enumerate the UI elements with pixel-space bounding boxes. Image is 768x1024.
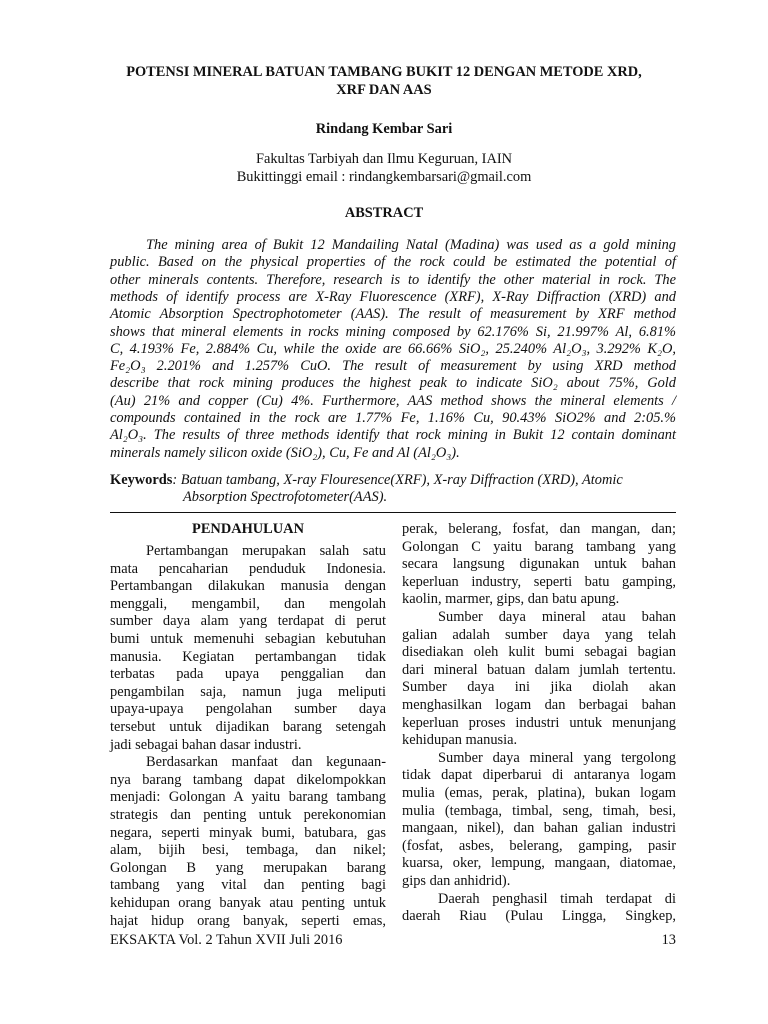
body-text-line: bumi untuk memenuhi sebagian kebutuhan [110,631,386,647]
keywords-list: : Batuan tambang, X-ray Flouresence(XRF), X-ray Diffraction (XRD), Atomic [172,472,623,488]
abstract-line: methods of identify process are X-Ray Fluorescence (XRF), X-Ray Diffraction (XRD) and [110,288,676,305]
body-text-line: Sumber daya mineral atau bahan [438,609,676,625]
abstract-heading: ABSTRACT [344,205,424,221]
body-text-line: Sumber daya ini jika diolah akan [402,679,676,696]
abstract-line: public. Based on the physical properties of the rock could be estimated the potential of [110,254,676,271]
body-text-line: keperluan industry, seperti batu gamping, [402,573,676,590]
body-text-line: disediakan oleh kulit bumi sebagai bagian [402,644,676,661]
body-text-line: hajat hidup orang banyak, seperti emas, [110,912,386,929]
abstract-line: shows that mineral elements in rocks mining composed by 62.176% Si, 21.997% Al, 6.81% [110,323,676,340]
body-text-line: terbatas pada upaya penggalian dan [110,666,386,683]
paper-title-line-1: POTENSI MINERAL BATUAN TAMBANG BUKIT 12 DENGAN METODE XRD, [126,64,642,80]
body-text-line: galian adalah sumber daya yang telah [402,626,676,643]
section-heading-pendahuluan: PENDAHULUAN [192,521,304,537]
abstract-line: C, 4.193% Fe, 2.884% Cu, while the oxide are 66.66% SiO₂, 25.240% Al₂O₃, 3.292% K₂O, [110,340,676,357]
affiliation-line-1: Fakultas Tarbiyah dan Ilmu Keguruan, IAIN [255,151,513,167]
abstract-line: describe that rock mining produces the highest peak to indicate SiO₂ about 75%, Gold [110,375,676,392]
body-text-line: tidak dapat diperbarui di antaranya logam [402,767,676,784]
body-text-line: jadi sebagai bahan dasar industri. [110,736,302,753]
keywords-label: Keywords [110,472,173,488]
body-text-line: nya barang tambang dapat dikelompokkan [110,771,386,788]
body-text-line: Golongan C yaitu barang tambang yang [402,538,676,555]
body-text-line: menggali, mengambil, dan mengolah [110,595,386,612]
affiliation-line-2: Bukittinggi email : rindangkembarsari@gmail.com [236,169,532,185]
abstract-line: (Au) 21% and copper (Cu) 4%. Furthermore, AAS method shows the mineral elements / [110,392,676,409]
body-text-line: kuarsa, oker, lempung, mangaan, diatomae, [402,855,676,872]
body-text-line: upaya-upaya pengolahan sumber daya [110,701,386,718]
body-text-line: perak, belerang, fosfat, dan mangan, dan; [402,521,676,537]
body-text-line: secara langsung digunakan untuk bahan [402,556,676,573]
body-text-line: menjadi: Golongan A yaitu barang tambang [110,789,386,806]
section-divider [110,512,676,513]
abstract-line: compounds contained in the rock are 1.77% Fe, 1.16% Cu, 90.43% SiO2% and 2:05.% [110,410,676,426]
page-number: 13 [661,932,676,948]
body-text-line: (fosfat, asbes, belerang, gamping, pasir [402,837,676,854]
journal-citation: EKSAKTA Vol. 2 Tahun XVII Juli 2016 [110,932,343,948]
keywords-line-2: Absorption Spectrofotometer(AAS). [183,489,388,505]
body-text-line: mulia (tembaga, timbal, seng, timah, besi, [402,802,676,819]
abstract-line: other minerals contents. Therefore, research is to identify the other material in rock. The [110,271,676,288]
body-text-line: gips dan anhidrid). [402,873,511,889]
body-text-line: mulia (emas, perak, platina), bukan logam [402,785,676,801]
body-text-line: Berdasarkan manfaat dan kegunaan- [146,754,386,771]
body-text-line: negara, seperti minyak bumi, batubara, gas [110,824,386,841]
body-text-line: manusia. Kegiatan pertambangan tidak [110,648,386,665]
abstract-line: Fe₂O₃ 2.201% and 1.257% CuO. The result of measurement by using XRD method [110,358,676,375]
body-text-line: mangaan, nikel), dan bahan galian industri [402,820,676,837]
body-text-line: pengambilan saja, namun juga meliputi [110,683,386,700]
abstract-line: The mining area of Bukit 12 Mandailing Natal (Madina) was used as a gold mining [146,237,676,253]
body-text-line: kehidupan manusia. [402,732,518,749]
body-text-line: kehidupan orang banyak atau penting untuk [110,895,386,911]
body-text-line: Daerah penghasil timah terdapat di [438,890,676,907]
body-text-line: sumber daya alam yang terdapat di perut [110,613,386,630]
body-text-line: Sumber daya mineral yang tergolong [438,749,676,766]
body-text-line: dari mineral batuan dalam jumlah tertentu. [402,661,676,678]
body-text-line: daerah Riau (Pulau Lingga, Singkep, [402,908,676,925]
body-text-line: kaolin, marmer, gips, dan batu apung. [402,591,620,608]
abstract-line: Atomic Absorption Spectrophotometer (AAS). The result of measurement by XRF method [110,306,676,323]
abstract-line: Al₂O₃. The results of three methods identify that rock mining in Bukit 12 contain dominant [110,427,676,444]
body-text-line: tersebut untuk dijadikan barang setengah [110,719,386,735]
body-text-line: Pertambangan merupakan salah satu [146,543,386,559]
body-text-line: alam, bijih besi, tembaga, dan nikel; [110,842,386,859]
body-text-line: Golongan B yang merupakan barang [110,859,386,876]
body-text-line: keperluan proses industri untuk menunjang [402,714,676,731]
body-text-line: tambang yang vital dan penting bagi [110,877,386,894]
body-text-line: menghasilkan logam dan berbagai bahan [402,697,676,713]
body-text-line: Pertambangan dilakukan manusia dengan [110,578,386,595]
abstract-line: minerals namely silicon oxide (SiO₂), Cu, Fe and Al (Al₂O₃). [110,444,460,461]
author-name: Rindang Kembar Sari [315,121,453,137]
body-text-line: mata pencaharian penduduk Indonesia. [110,560,386,577]
keywords-line-1 [110,472,623,489]
body-text-line: strategis dan penting untuk perekonomian [110,807,386,823]
paper-title-line-2: XRF DAN AAS [336,82,432,98]
